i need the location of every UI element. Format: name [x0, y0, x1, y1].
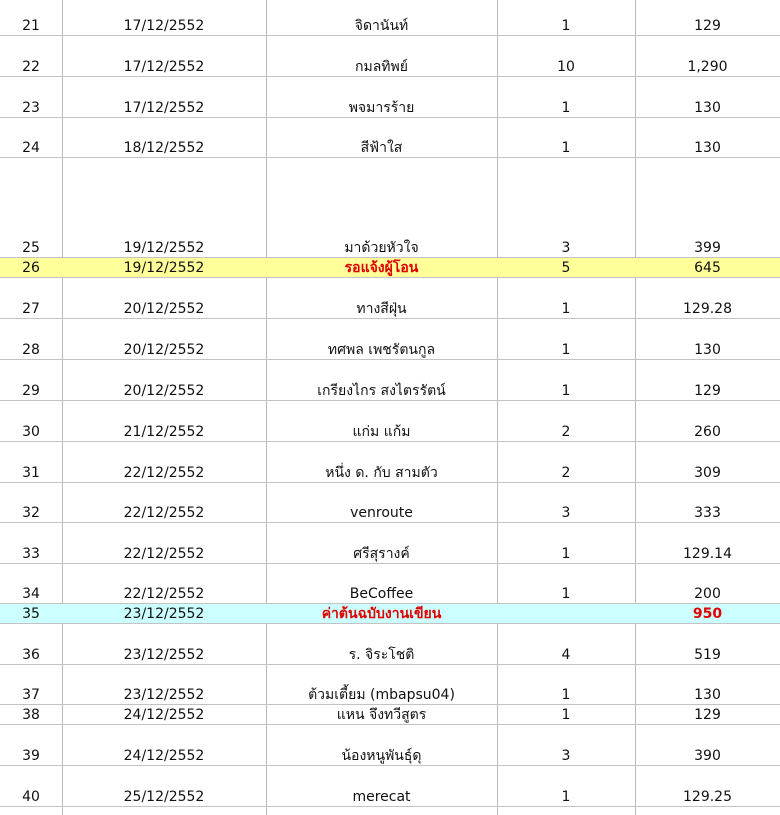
date-cell[interactable]: 18/12/2552 [123, 140, 205, 156]
amount-cell[interactable]: 645 [694, 260, 721, 276]
date-cell[interactable]: 22/12/2552 [123, 465, 205, 481]
name-cell[interactable]: BeCoffee [349, 586, 414, 602]
table-row[interactable] [0, 319, 780, 360]
row-number[interactable]: 39 [22, 748, 40, 764]
table-row-highlighted[interactable] [0, 604, 780, 624]
quantity-cell[interactable]: 4 [561, 647, 571, 663]
row-number[interactable]: 35 [22, 606, 40, 622]
amount-cell[interactable]: 950 [692, 606, 723, 622]
row-number[interactable]: 26 [22, 260, 40, 276]
name-cell[interactable]: หนึ่ง ด. กับ สามตัว [325, 465, 438, 481]
name-cell[interactable]: จิดานันท์ [354, 18, 409, 34]
quantity-cell[interactable]: 1 [561, 789, 571, 805]
table-row[interactable] [0, 0, 780, 36]
name-cell[interactable]: แก่ม แก้ม [352, 424, 411, 440]
quantity-cell[interactable]: 3 [561, 240, 571, 256]
amount-cell[interactable]: 129 [694, 18, 721, 34]
row-number[interactable]: 34 [22, 586, 40, 602]
quantity-cell[interactable]: 1 [561, 546, 571, 562]
amount-cell[interactable]: 399 [694, 240, 721, 256]
name-cell[interactable]: กมลทิพย์ [355, 59, 408, 75]
date-cell[interactable]: 23/12/2552 [123, 647, 205, 663]
date-cell[interactable]: 23/12/2552 [123, 606, 205, 622]
table-row[interactable] [0, 158, 780, 258]
table-row[interactable] [0, 401, 780, 442]
row-number[interactable]: 32 [22, 505, 40, 521]
amount-cell[interactable]: 200 [694, 586, 721, 602]
amount-cell[interactable]: 129.14 [683, 546, 732, 562]
date-cell[interactable]: 25/12/2552 [123, 789, 205, 805]
amount-cell[interactable]: 130 [694, 342, 721, 358]
name-cell[interactable]: มาด้วยหัวใจ [344, 240, 419, 256]
date-cell[interactable]: 17/12/2552 [123, 59, 205, 75]
amount-cell[interactable]: 129.28 [683, 301, 732, 317]
table-row[interactable] [0, 442, 780, 483]
table-row[interactable] [0, 278, 780, 319]
quantity-cell[interactable]: 1 [561, 707, 571, 723]
table-row[interactable] [0, 77, 780, 118]
table-row-highlighted[interactable] [0, 258, 780, 278]
quantity-cell[interactable]: 1 [561, 18, 571, 34]
date-cell[interactable]: 22/12/2552 [123, 505, 205, 521]
amount-cell[interactable]: 130 [694, 687, 721, 703]
quantity-cell[interactable]: 1 [561, 140, 571, 156]
amount-cell[interactable]: 129 [694, 707, 721, 723]
quantity-cell[interactable]: 3 [561, 748, 571, 764]
row-number[interactable]: 29 [22, 383, 40, 399]
name-cell[interactable]: รอแจ้งผู้โอน [344, 260, 419, 276]
amount-cell[interactable]: 129.25 [683, 789, 732, 805]
quantity-cell[interactable]: 1 [561, 301, 571, 317]
table-row[interactable] [0, 483, 780, 523]
date-cell[interactable]: 20/12/2552 [123, 301, 205, 317]
quantity-cell[interactable]: 1 [561, 383, 571, 399]
date-cell[interactable]: 22/12/2552 [123, 586, 205, 602]
table-row[interactable] [0, 118, 780, 158]
quantity-cell[interactable]: 3 [561, 505, 571, 521]
row-number[interactable]: 27 [22, 301, 40, 317]
quantity-cell[interactable] [497, 606, 635, 623]
quantity-cell[interactable]: 1 [561, 586, 571, 602]
name-cell[interactable]: ร. จิระโชติ [348, 647, 415, 663]
name-cell[interactable]: merecat [352, 789, 411, 805]
row-number[interactable]: 31 [22, 465, 40, 481]
table-row[interactable] [0, 766, 780, 807]
amount-cell[interactable]: 309 [694, 465, 721, 481]
table-row[interactable] [0, 624, 780, 665]
date-cell[interactable]: 21/12/2552 [123, 424, 205, 440]
name-cell[interactable]: ทางสีฝุ่น [356, 301, 407, 317]
table-row[interactable] [0, 665, 780, 705]
date-cell[interactable]: 17/12/2552 [123, 100, 205, 116]
row-number[interactable]: 30 [22, 424, 40, 440]
row-number[interactable]: 40 [22, 789, 40, 805]
table-row[interactable] [0, 523, 780, 564]
date-cell[interactable]: 23/12/2552 [123, 687, 205, 703]
table-row[interactable] [0, 360, 780, 401]
row-number[interactable]: 22 [22, 59, 40, 75]
quantity-cell[interactable]: 1 [561, 342, 571, 358]
amount-cell[interactable]: 130 [694, 100, 721, 116]
table-row[interactable] [0, 564, 780, 604]
amount-cell[interactable]: 260 [694, 424, 721, 440]
quantity-cell[interactable]: 1 [561, 100, 571, 116]
date-cell[interactable]: 24/12/2552 [123, 748, 205, 764]
name-cell[interactable]: ค่าต้นฉบับงานเขียน [321, 606, 442, 622]
amount-cell[interactable]: 333 [694, 505, 721, 521]
row-number[interactable]: 21 [22, 18, 40, 34]
amount-cell[interactable]: 129 [694, 383, 721, 399]
date-cell[interactable]: 19/12/2552 [123, 240, 205, 256]
name-cell[interactable]: ศรีสุรางค์ [353, 546, 410, 562]
date-cell[interactable]: 22/12/2552 [123, 546, 205, 562]
name-cell[interactable]: พจมารร้าย [348, 100, 415, 116]
name-cell[interactable]: venroute [350, 505, 413, 521]
date-cell[interactable]: 17/12/2552 [123, 18, 205, 34]
date-cell[interactable]: 24/12/2552 [123, 707, 205, 723]
name-cell[interactable]: น้องหนูพันธุ์ดุ [341, 748, 422, 764]
row-number[interactable]: 38 [22, 707, 40, 723]
quantity-cell[interactable]: 5 [561, 260, 571, 276]
row-number[interactable]: 24 [22, 140, 40, 156]
date-cell[interactable]: 19/12/2552 [123, 260, 205, 276]
quantity-cell[interactable]: 10 [557, 59, 575, 75]
table-row[interactable] [0, 725, 780, 766]
table-row[interactable] [0, 705, 780, 725]
name-cell[interactable]: แหน จึงทวีสูตร [336, 707, 427, 723]
name-cell[interactable]: เกรียงไกร สงไตรรัตน์ [317, 383, 446, 399]
amount-cell[interactable]: 390 [694, 748, 721, 764]
row-number[interactable]: 23 [22, 100, 40, 116]
row-number[interactable]: 25 [22, 240, 40, 256]
name-cell[interactable]: สีฟ้าใส [360, 140, 403, 156]
name-cell[interactable]: ทศพล เพชรัตนกูล [327, 342, 436, 358]
date-cell[interactable]: 20/12/2552 [123, 383, 205, 399]
table-row[interactable] [0, 36, 780, 77]
amount-cell[interactable]: 519 [694, 647, 721, 663]
amount-cell[interactable]: 130 [694, 140, 721, 156]
date-cell[interactable]: 20/12/2552 [123, 342, 205, 358]
quantity-cell[interactable]: 1 [561, 687, 571, 703]
row-number[interactable]: 36 [22, 647, 40, 663]
name-cell[interactable]: ต้วมเตี้ยม (mbapsu04) [308, 687, 455, 703]
row-number[interactable]: 28 [22, 342, 40, 358]
quantity-cell[interactable]: 2 [561, 465, 571, 481]
quantity-cell[interactable]: 2 [561, 424, 571, 440]
row-number[interactable]: 37 [22, 687, 40, 703]
amount-cell[interactable]: 1,290 [687, 59, 728, 75]
row-number[interactable]: 33 [22, 546, 40, 562]
